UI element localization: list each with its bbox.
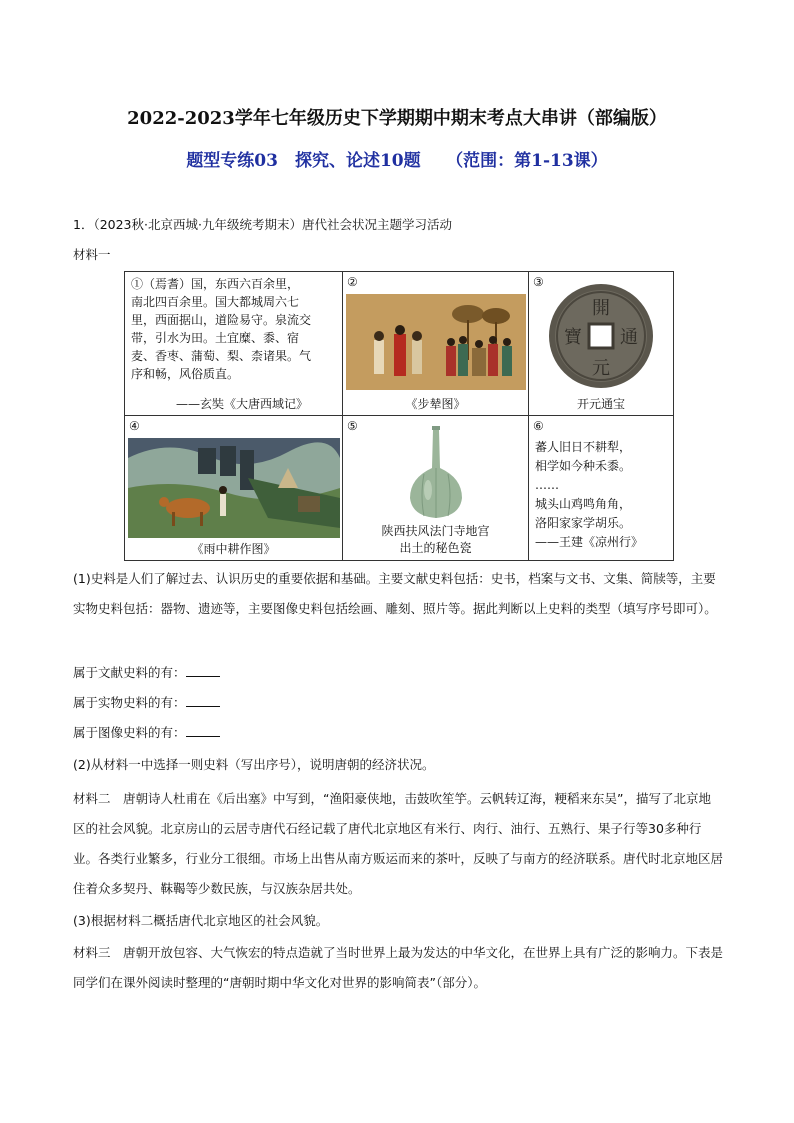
cell-4-caption: 《雨中耕作图》 [191,542,276,556]
cell-3-number: ③ [533,275,544,289]
cell-4-mural [125,416,343,560]
cell-1-source: ——玄奘《大唐西域记》 [175,397,308,411]
coin-char-left: 寶 [564,327,582,348]
cell-5-vase [343,416,529,560]
cell-2-number: ② [347,275,358,289]
cell-5-caption: 陕西扶风法门寺地宫 出土的秘色瓷 [381,524,490,555]
cell-1-text-source [125,272,343,416]
cell-5-number: ⑤ [347,419,358,433]
coin-char-top: 開 [592,298,610,319]
cell-1-text: ①（焉耆）国，东西六百余里， 南北四百余里。国大都城周六七 里，西面据山，道险易守。泉流交 带，引水为田。土宜糜、黍、宿 麦、香枣、蒲萄、梨、柰诸果。气 序和畅，风俗质直。 [131,277,312,381]
answer-line-physical: 属于实物史料的有： [73,694,220,712]
cell-2-caption: 《步辇图》 [405,397,466,411]
answer-blank-documentary[interactable] [186,664,220,677]
question-3-text: (3)根据材料二概括唐代北京地区的社会风貌。 [73,913,329,928]
question-1-text: (1)史料是人们了解过去、认识历史的重要依据和基础。主要文献史料包括：史书，档案与文书、文集、简牍等，主要实物史料包括：器物、遗迹等，主要图像史料包括绘画、雕刻、照片等。据此判断以上史料的类型（填写序号即可）。 [73,571,717,616]
cell-3-caption: 开元通宝 [576,397,625,411]
cell-2-painting [343,272,529,416]
cell-1-number: ① [131,277,144,291]
rain-farming-mural-image [128,438,340,538]
material-3-text: 材料三 唐朝开放包容、大气恢宏的特点造就了当时世界上最为发达的中华文化，在世界上具有广泛的影响力。下表是同学们在课外阅读时整理的“唐朝时期中华文化对世界的影响简表”（部分）。 [73,945,724,990]
celadon-vase-image [398,424,474,520]
cell-4-number: ④ [129,419,140,433]
answer-blank-image[interactable] [186,724,220,737]
answer-line-image: 属于图像史料的有： [73,724,220,742]
cell-6-poem [529,416,673,560]
cell-3-coin [529,272,673,416]
kaiyuan-coin-image [547,282,655,390]
page-title: 2022-2023学年七年级历史下学期期中期末考点大串讲（部编版） [127,108,667,129]
coin-char-bottom: 元 [592,358,610,379]
question-2-text: (2)从材料一中选择一则史料（写出序号），说明唐朝的经济状况。 [73,757,435,772]
material-2-text: 材料二 唐朝诗人杜甫在《后出塞》中写到，“渔阳豪侠地，击鼓吹笙竽。云帆转辽海，粳稻来东吴”，描写了北京地区的社会风貌。北京房山的云居寺唐代石经记载了唐代北京地区有米行、肉行、油行、五熟行、果子行等30多种行业。各类行业繁多，行业分工很细。市场上出售从南方贩运而来的茶叶，反映了与南方的经济联系。唐代时北京地区居住着众多契丹、靺鞨等少数民族，与汉族杂居共处。 [73,791,724,896]
cell-6-number: ⑥ [533,419,544,433]
question-stem: 1．（2023秋·北京西城·九年级统考期末）唐代社会状况主题学习活动 [73,217,452,232]
page-subtitle: 题型专练03 探究、论述10题 （范围：第1-13课） [186,151,608,171]
answer-blank-physical[interactable] [186,694,220,707]
answer-line-documentary: 属于文献史料的有： [73,664,220,682]
material1-label: 材料一 [73,247,111,262]
cell-6-text: 蕃人旧日不耕犁， 相学如今种禾黍。 …… 城头山鸡鸣角角， 洛阳家家学胡乐。 ——王建《凉州行》 [535,440,644,549]
bunian-painting-image [346,294,526,390]
coin-char-right: 通 [620,327,638,348]
material1-grid [124,271,674,561]
